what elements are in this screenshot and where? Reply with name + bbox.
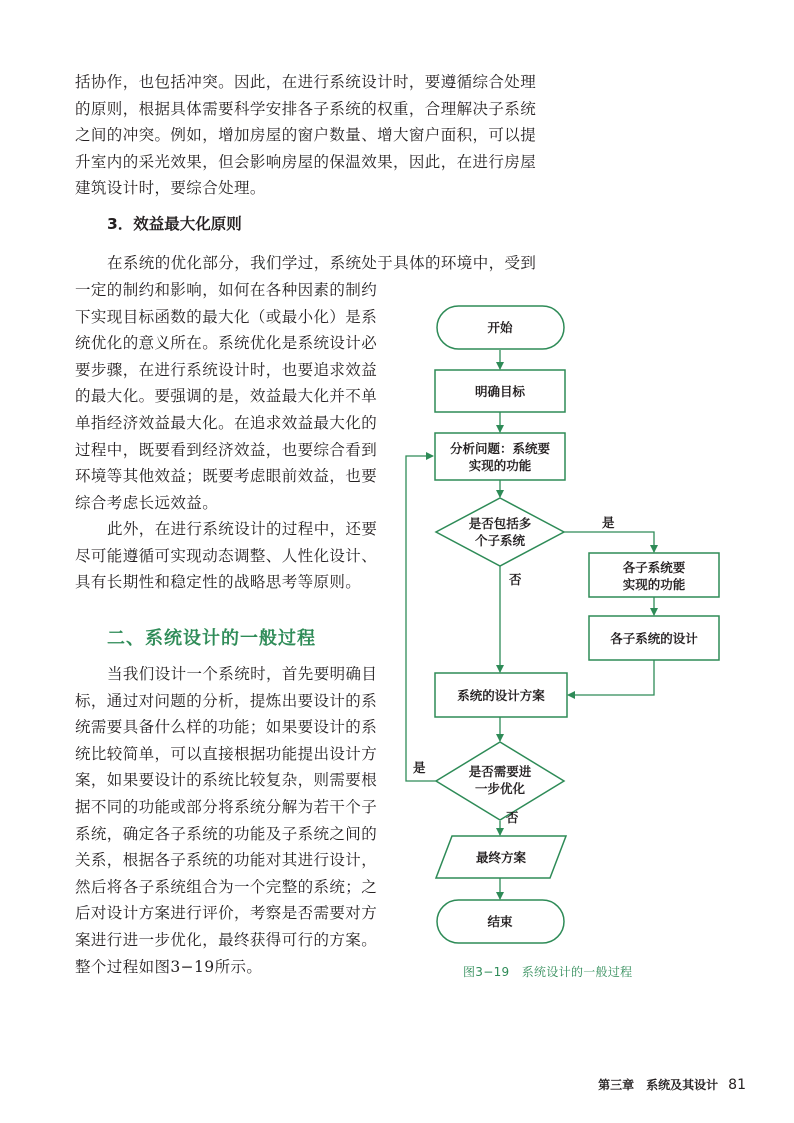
subfunc-label-2: 实现的功能 [622,577,686,592]
text-line: 要步骤，在进行系统设计时，也要追求效益 [75,360,378,379]
figure-caption: 图3−19 系统设计的一般过程 [463,965,633,979]
decision1-no-label: 否 [509,572,522,587]
section2-heading: 二、系统设计的一般过程 [107,628,316,649]
chapter-title: 第三章 系统及其设计 [598,1078,719,1092]
text-line: 升室内的采光效果，但会影响房屋的保温效果，因此，在进行房屋 [75,152,537,171]
text-line: 据不同的功能或部分将系统分解为若干个子 [75,797,378,816]
decision1-yes-label: 是 [602,515,615,530]
end-label: 结束 [487,914,513,929]
decision2-label-1: 是否需要进 [468,764,532,779]
goal-label: 明确目标 [474,384,526,399]
page-footer [598,1076,746,1093]
edge-subdesign-plan [568,660,654,695]
text-line: 建筑设计时，要综合处理。 [75,179,266,198]
decision2-no-label: 否 [506,810,519,825]
decision2-yes-label: 是 [413,760,426,775]
text-line: 具有长期性和稳定性的战略思考等原则。 [75,573,362,592]
subfunc-label-1: 各子系统要 [622,560,686,575]
decision1-label-2: 个子系统 [474,533,526,548]
text-line: 标，通过对问题的分析，提炼出要设计的系 [75,691,378,710]
text-line: 尽可能遵循可实现动态调整、人性化设计、 [75,546,378,565]
text-line: 综合考虑长远效益。 [75,493,219,512]
text-line: 下实现目标函数的最大化（或最小化）是系 [75,307,378,326]
text-line: 后对设计方案进行评价，考察是否需要对方 [75,904,378,923]
text-line: 单指经济效益最大化。在追求效益最大化的 [75,413,378,432]
start-label: 开始 [487,320,513,335]
edge-decision1-subfunc [564,532,654,552]
final-label: 最终方案 [475,850,527,865]
text-line: 整个过程如图3−19所示。 [75,957,263,976]
text-line: 统优化的意义所在。系统优化是系统设计必 [75,334,378,353]
text-line: 案，如果要设计的系统比较复杂，则需要根 [75,771,378,790]
text-line: 系统，确定各子系统的功能及子系统之间的 [75,824,378,843]
text-line: 关系，根据各子系统的功能对其进行设计， [75,851,378,870]
text-line: 环境等其他效益；既要考虑眼前效益，也要 [75,467,378,486]
text-line: 当我们设计一个系统时，首先要明确目 [107,665,378,683]
subdesign-label: 各子系统的设计 [610,631,698,646]
text-line: 一定的制约和影响，如何在各种因素的制约 [75,281,378,299]
edge-decision2-loop [406,456,436,781]
analyze-label-1: 分析问题：系统要 [449,441,551,456]
text-line: 的原则，根据具体需要科学安排各子系统的权重，合理解决子系统 [75,99,537,118]
text-line: 的最大化。要强调的是，效益最大化并不单 [75,387,378,406]
text-line: 括协作，也包括冲突。因此，在进行系统设计时，要遵循综合处理 [75,73,537,91]
page-number: 81 [728,1077,746,1093]
decision1-label-1: 是否包括多 [468,516,532,531]
decision1-node [436,498,564,566]
section3-heading: 3．效益最大化原则 [107,215,242,233]
decision2-label-2: 一步优化 [474,781,526,796]
text-line: 之间的冲突。例如，增加房屋的窗户数量、增大窗户面积，可以提 [75,126,537,145]
analyze-label-2: 实现的功能 [468,458,532,473]
text-line: 然后将各子系统组合为一个完整的系统；之 [75,877,378,896]
text-line: 案进行进一步优化，最终获得可行的方案。 [75,930,378,949]
text-line: 此外，在进行系统设计的过程中，还要 [107,520,378,538]
text-line: 统比较简单，可以直接根据功能提出设计方 [75,744,378,763]
text-line: 统需要具备什么样的功能；如果要设计的系 [75,718,378,737]
plan-label: 系统的设计方案 [457,688,545,703]
text-line: 在系统的优化部分，我们学过，系统处于具体的环境中，受到 [107,254,537,272]
text-line: 过程中，既要看到经济效益，也要综合看到 [75,440,378,459]
